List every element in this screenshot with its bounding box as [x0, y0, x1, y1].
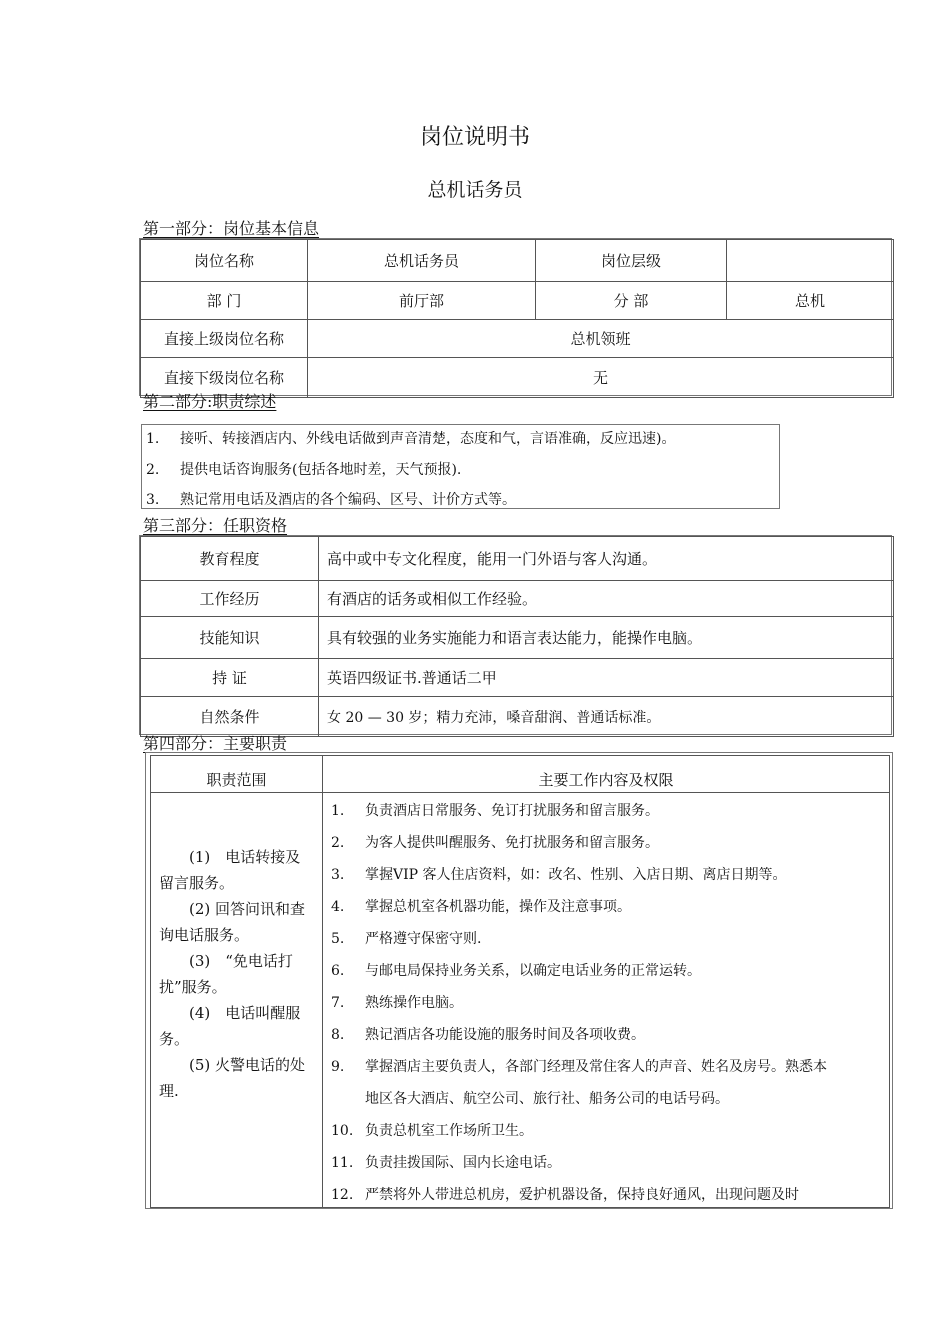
duty-item: 10. 负责总机室工作场所卫生。 — [331, 1123, 533, 1139]
scope-line: (5) 火警电话的处 — [189, 1056, 306, 1074]
duty-item: 5. 严格遵守保密守则. — [331, 931, 482, 947]
summary-item: 2. 提供电话咨询服务(包括各地时差，天气预报). — [146, 462, 462, 478]
scope-line: 务。 — [159, 1030, 190, 1048]
subordinate-label: 直接下级岗位名称 — [141, 358, 308, 398]
qualification-value: 具有较强的业务实施能力和语言表达能力，能操作电脑。 — [319, 617, 894, 659]
qualification-label: 持 证 — [141, 659, 319, 697]
duty-summary-box — [141, 424, 780, 509]
scope-line: 理. — [159, 1082, 179, 1100]
qualifications-table — [139, 535, 892, 735]
superior-value: 总机领班 — [308, 320, 894, 358]
main-duties-table — [145, 752, 893, 1209]
duty-item: 3. 掌握VIP 客人住店资料，如：改名、性别、入店日期、离店日期等。 — [331, 867, 787, 883]
part2-heading: 第二部分:职责综述 — [143, 392, 277, 411]
duty-item: 2. 为客人提供叫醒服务、免打扰服务和留言服务。 — [331, 835, 659, 851]
summary-item: 1. 接听、转接酒店内、外线电话做到声音清楚，态度和气，言语准确，反应迅速)。 — [146, 431, 676, 447]
duty-scope-cell — [151, 793, 323, 1208]
department-value: 前厅部 — [308, 282, 536, 320]
qualification-value: 有酒店的话务或相似工作经验。 — [319, 581, 894, 617]
level-value — [727, 240, 894, 282]
duty-item: 8. 熟记酒店各功能设施的服务时间及各项收费。 — [331, 1027, 645, 1043]
level-label: 岗位层级 — [536, 240, 727, 282]
duty-item: 4. 掌握总机室各机器功能，操作及注意事项。 — [331, 899, 631, 915]
duty-item: 9. 掌握酒店主要负责人，各部门经理及常住客人的声音、姓名及房号。熟悉本 — [331, 1059, 827, 1075]
position-name-value: 总机话务员 — [308, 240, 536, 282]
duty-content-cell — [323, 793, 890, 1208]
scope-line: (3) “免电话打 — [189, 952, 293, 970]
scope-line: 留言服务。 — [159, 874, 235, 892]
scope-line: (4) 电话叫醒服 — [189, 1004, 301, 1022]
qualification-value: 女 20 — 30 岁；精力充沛，嗓音甜润、普通话标准。 — [319, 697, 894, 737]
subordinate-value: 无 — [308, 358, 894, 398]
position-name-label: 岗位名称 — [141, 240, 308, 282]
department-label: 部 门 — [141, 282, 308, 320]
scope-line: 询电话服务。 — [159, 926, 250, 944]
subdepartment-value: 总机 — [727, 282, 894, 320]
part3-heading: 第三部分：任职资格 — [143, 516, 288, 535]
qualification-label: 工作经历 — [141, 581, 319, 617]
duty-content-header: 主要工作内容及权限 — [323, 756, 890, 793]
scope-line: 扰”服务。 — [159, 978, 227, 996]
duty-item: 12. 严禁将外人带进总机房，爱护机器设备，保持良好通风，出现问题及时 — [331, 1187, 799, 1203]
duty-item: 6. 与邮电局保持业务关系，以确定电话业务的正常运转。 — [331, 963, 701, 979]
duty-item: 地区各大酒店、航空公司、旅行社、船务公司的电话号码。 — [365, 1091, 729, 1107]
part1-heading: 第一部分：岗位基本信息 — [143, 219, 320, 238]
document-title: 岗位说明书 — [419, 125, 530, 150]
qualification-label: 自然条件 — [141, 697, 319, 737]
duty-item: 1. 负责酒店日常服务、免订打扰服务和留言服务。 — [331, 803, 659, 819]
subdepartment-label: 分 部 — [536, 282, 727, 320]
qualification-label: 技能知识 — [141, 617, 319, 659]
qualification-label: 教育程度 — [141, 537, 319, 581]
qualification-value: 高中或中专文化程度，能用一门外语与客人沟通。 — [319, 537, 894, 581]
duty-scope-header: 职责范围 — [151, 756, 323, 793]
qualification-value: 英语四级证书.普通话二甲 — [319, 659, 894, 697]
summary-item: 3. 熟记常用电话及酒店的各个编码、区号、计价方式等。 — [146, 492, 516, 508]
duty-item: 11. 负责挂拨国际、国内长途电话。 — [331, 1155, 561, 1171]
duty-item: 7. 熟练操作电脑。 — [331, 995, 463, 1011]
scope-line: (1) 电话转接及 — [189, 848, 301, 866]
basic-info-table — [139, 238, 892, 396]
scope-line: (2) 回答问讯和查 — [189, 900, 306, 918]
superior-label: 直接上级岗位名称 — [141, 320, 308, 358]
part4-heading: 第四部分：主要职责 — [143, 734, 288, 753]
position-title: 总机话务员 — [427, 179, 523, 201]
